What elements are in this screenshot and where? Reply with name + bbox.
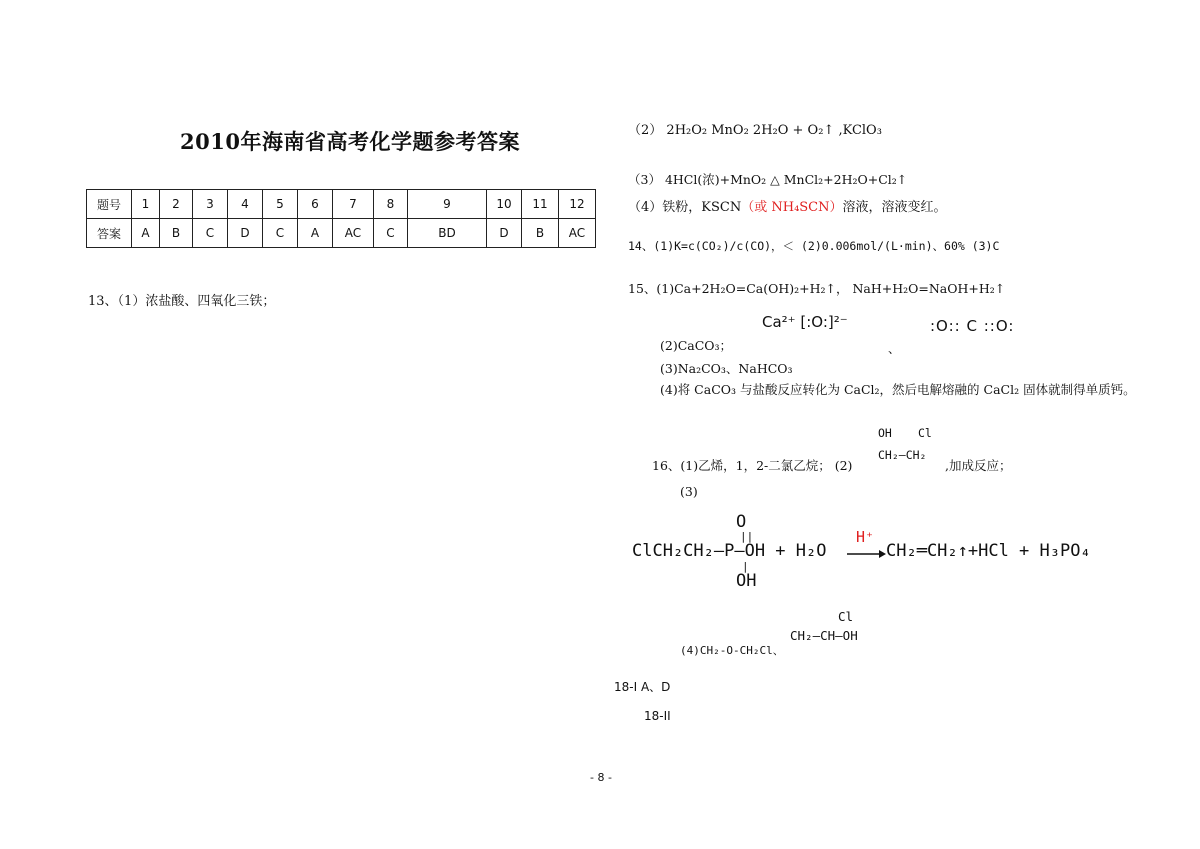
q16-struct-oh: OH	[878, 426, 892, 440]
table-cell: B	[522, 219, 559, 248]
table-cell: 7	[333, 190, 374, 219]
table-cell: C	[193, 219, 228, 248]
table-cell: D	[487, 219, 522, 248]
table-cell: B	[160, 219, 193, 248]
table-cell: 4	[228, 190, 263, 219]
q15-part1: 15、(1)Ca+2H₂O=Ca(OH)₂+H₂↑， NaH+H₂O=NaOH+H₂↑	[628, 281, 1006, 296]
table-cell: BD	[408, 219, 487, 248]
table-header-cell: 题号	[87, 190, 132, 219]
q13-part2-prefix: （2）	[628, 123, 663, 138]
q15-part3: (3)Na₂CO₃、NaHCO₃	[660, 361, 793, 376]
q16-eq-single-bond: |	[742, 560, 749, 573]
table-cell: AC	[559, 219, 596, 248]
q16-part4-cl: Cl	[838, 609, 854, 624]
q13-part1: 13、（1）浓盐酸、四氧化三铁；	[88, 294, 276, 309]
q15-co2-structure: :O:: C ::O:	[930, 317, 1015, 335]
table-row	[87, 219, 596, 248]
q16-struct-chain: CH₂—CH₂	[878, 448, 927, 462]
table-cell: 5	[263, 190, 298, 219]
table-cell: A	[132, 219, 160, 248]
q16-part3-label: (3)	[680, 484, 698, 499]
q16-eq-right: CH₂═CH₂↑+HCl + H₃PO₄	[886, 541, 1091, 561]
table-cell: AC	[333, 219, 374, 248]
q16-part1-text: 16、(1)乙烯，1，2-二氯乙烷； (2)	[652, 458, 853, 473]
q16-part1	[652, 456, 852, 474]
table-cell: A	[298, 219, 333, 248]
page-number: - 8 -	[590, 771, 612, 784]
q13-part3-prefix: （3）	[628, 172, 661, 187]
page-title: 2010年海南省高考化学题参考答案	[180, 129, 520, 154]
table-cell: 2	[160, 190, 193, 219]
q16-struct-cl: Cl	[918, 426, 932, 440]
table-cell: D	[228, 219, 263, 248]
q16-eq-oh-bottom: OH	[736, 571, 757, 591]
q16-eq-catalyst: H⁺	[856, 528, 875, 546]
q15-separator: 、	[888, 342, 901, 356]
q13-part4-alt: （或 NH₄SCN）	[741, 200, 843, 215]
q15-part2: (2)CaCO₃；	[660, 338, 733, 353]
table-cell: 9	[408, 190, 487, 219]
q14-answer: 14、(1)K=c(CO₂)/c(CO)，＜ (2)0.006mol/(L·min)、60% (3)C	[628, 239, 1000, 253]
table-cell: 10	[487, 190, 522, 219]
table-cell: 11	[522, 190, 559, 219]
q16-part4: (4)CH₂-O-CH₂Cl、	[680, 644, 784, 657]
q13-part2	[628, 119, 882, 138]
q18-part2: 18-II	[644, 709, 671, 723]
q15-calcium-oxide-structure: Ca²⁺ [:O:]²⁻	[762, 313, 848, 331]
q13-part2-equation: 2H₂O₂ MnO₂ 2H₂O + O₂↑ ,KClO₃	[666, 123, 882, 138]
table-cell: 12	[559, 190, 596, 219]
q16-eq-left: ClCH₂CH₂—P—OH + H₂O	[632, 541, 827, 561]
q18-part1: 18-I A、D	[614, 680, 671, 694]
q13-part4	[628, 196, 947, 215]
table-header-cell: 答案	[87, 219, 132, 248]
table-cell: C	[263, 219, 298, 248]
table-row	[87, 190, 596, 219]
q16-part1-reaction-type: ,加成反应；	[945, 458, 1012, 473]
table-cell: 3	[193, 190, 228, 219]
table-cell: C	[374, 219, 408, 248]
table-cell: 8	[374, 190, 408, 219]
q16-part4-chain: CH₂—CH—OH	[790, 628, 858, 643]
q13-part3	[628, 170, 907, 188]
q16-eq-double-bond: ||	[740, 530, 754, 543]
q13-part4-text-b: 溶液，溶液变红。	[842, 200, 947, 215]
q16-eq-o-top: O	[736, 512, 747, 532]
reaction-arrow-icon	[846, 548, 886, 560]
q13-part3-equation: 4HCl(浓)+MnO₂ △ MnCl₂+2H₂O+Cl₂↑	[664, 172, 908, 187]
q13-part4-text-a: （4）铁粉，KSCN	[628, 200, 742, 215]
table-cell: 1	[132, 190, 160, 219]
table-cell: 6	[298, 190, 333, 219]
q15-part4: (4)将 CaCO₃ 与盐酸反应转化为 CaCl₂，然后电解熔融的 CaCl₂ 固体就制得单质钙。	[660, 382, 1136, 397]
answer-table	[86, 189, 596, 248]
